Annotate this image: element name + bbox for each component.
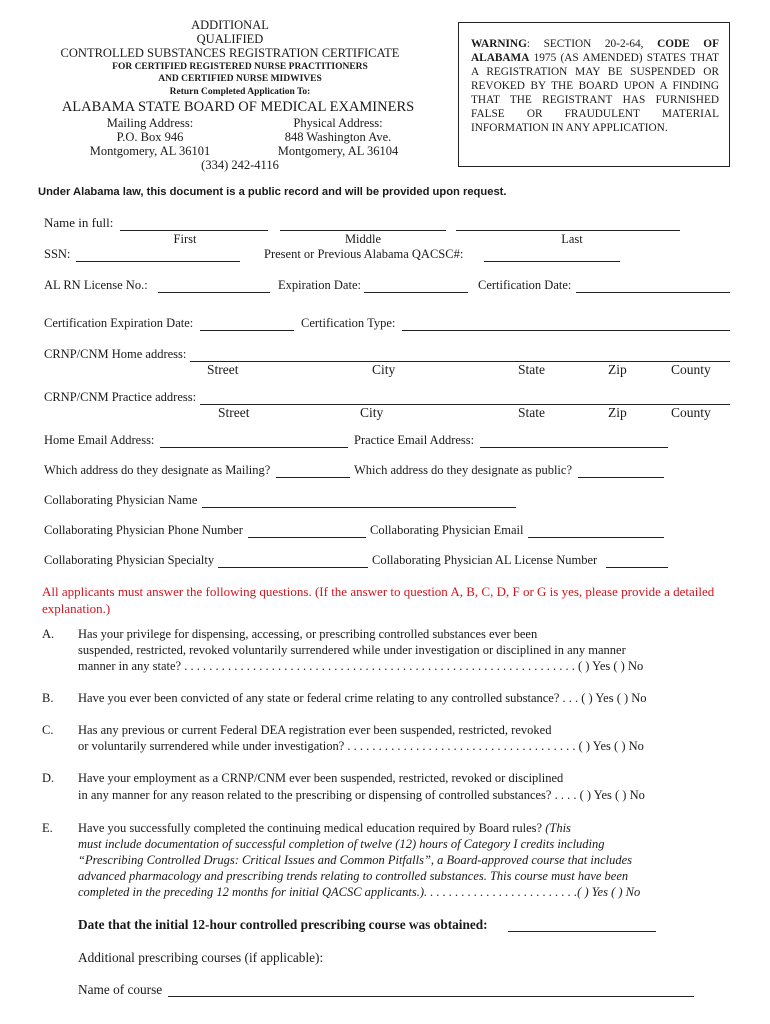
practice-street-label: Street: [218, 405, 250, 420]
physical-label: Physical Address:: [293, 116, 383, 130]
rn-license-label: AL RN License No.:: [44, 278, 148, 292]
qacsc-field[interactable]: [484, 249, 620, 262]
board-name: ALABAMA STATE BOARD OF MEDICAL EXAMINERS: [61, 99, 415, 115]
warning-code: CODE OF ALABAMA: [471, 38, 719, 64]
public-record-notice: Under Alabama law, this document is a public record and will be provided upon request.: [38, 186, 507, 198]
expiration-field[interactable]: [364, 280, 468, 293]
question-d-letter: D.: [42, 771, 55, 785]
home-zip-label: Zip: [608, 362, 627, 377]
ssn-label: SSN:: [44, 247, 71, 261]
question-b-letter: B.: [42, 691, 54, 705]
home-address-label: CRNP/CNM Home address:: [44, 347, 187, 361]
phys-specialty-field[interactable]: [218, 555, 368, 568]
mailing-label: Mailing Address:: [106, 116, 194, 130]
home-street-label: Street: [207, 362, 239, 377]
phys-license-label: Collaborating Physician AL License Number: [372, 553, 598, 567]
question-d-line2[interactable]: in any manner for any reason related to the prescribing or dispensing of controlled substances? . . . . ( ) Yes ( ) No: [78, 788, 645, 802]
board-phone: (334) 242-4116: [201, 158, 279, 172]
first-label: First: [173, 232, 197, 246]
cert-date-label: Certification Date:: [478, 278, 572, 292]
cert-type-label: Certification Type:: [301, 316, 396, 330]
question-e-letter: E.: [42, 821, 53, 835]
question-a-line2: suspended, restricted, revoked voluntarily surrendered while under investigation or disciplined in any manner: [78, 643, 626, 657]
question-e-line1: [78, 820, 571, 837]
question-b-line1[interactable]: Have you ever been convicted of any state or federal crime relating to any controlled substance? . . . ( ) Yes ( ) No: [78, 691, 647, 705]
practice-county-label: County: [671, 405, 711, 420]
phys-name-label: Collaborating Physician Name: [44, 493, 198, 507]
warning-section: : SECTION 20-2-64,: [526, 38, 658, 50]
mailing-designation-field[interactable]: [276, 465, 350, 478]
phys-email-field[interactable]: [528, 525, 664, 538]
home-email-field[interactable]: [160, 435, 348, 448]
phys-name-field[interactable]: [202, 495, 516, 508]
header-line3: CONTROLLED SUBSTANCES REGISTRATION CERTIFICATE: [60, 46, 400, 60]
practice-address-field[interactable]: [200, 392, 730, 405]
public-designation-field[interactable]: [578, 465, 664, 478]
public-designation-label: Which address do they designate as public?: [354, 463, 572, 477]
practice-address-label: CRNP/CNM Practice address:: [44, 390, 197, 404]
middle-label: Middle: [344, 232, 382, 246]
home-state-label: State: [518, 362, 545, 377]
question-a-line1: Has your privilege for dispensing, accessing, or prescribing controlled substances ever been: [78, 627, 538, 641]
mailing-line1: P.O. Box 946: [116, 130, 184, 144]
middle-name-field[interactable]: [280, 218, 446, 231]
course-date-label: Date that the initial 12-hour controlled prescribing course was obtained:: [78, 917, 488, 932]
question-c-letter: C.: [42, 723, 54, 737]
question-d-line1: Have your employment as a CRNP/CNM ever been suspended, restricted, revoked or disciplined: [78, 771, 564, 785]
practice-email-label: Practice Email Address:: [354, 433, 475, 447]
ssn-field[interactable]: [76, 249, 240, 262]
header-line4: FOR CERTIFIED REGISTERED NURSE PRACTITIONERS: [112, 62, 368, 72]
qacsc-label: Present or Previous Alabama QACSC#:: [264, 247, 464, 261]
header-line6: Return Completed Application To:: [169, 87, 311, 97]
cert-exp-field[interactable]: [200, 318, 294, 331]
home-email-label: Home Email Address:: [44, 433, 155, 447]
home-address-field[interactable]: [190, 349, 730, 362]
header-line1: ADDITIONAL: [191, 18, 269, 32]
physical-line1: 848 Washington Ave.: [284, 130, 392, 144]
course-date-field[interactable]: [508, 919, 656, 932]
expiration-label: Expiration Date:: [278, 278, 361, 292]
phys-license-field[interactable]: [606, 555, 668, 568]
rn-license-field[interactable]: [158, 280, 270, 293]
phys-phone-label: Collaborating Physician Phone Number: [44, 523, 243, 537]
cert-exp-label: Certification Expiration Date:: [44, 316, 194, 330]
practice-email-field[interactable]: [480, 435, 668, 448]
questions-instructions: All applicants must answer the following questions. (If the answer to question A, B, C, D, F or G is yes, please provide a detailed explanation.): [42, 584, 715, 616]
practice-zip-label: Zip: [608, 405, 627, 420]
warning-text: 1975 (AS AMENDED) STATES THAT A REGISTRATION MAY BE SUSPENDED OR REVOKED BY THE BOARD UPON A FINDING THAT THE REGISTRANT HAS FURNISHED FALSE OR FRAUDULENT MATERIAL INFORMATION IN ANY APPLICATION.: [471, 52, 719, 134]
last-name-field[interactable]: [456, 218, 680, 231]
mailing-line2: Montgomery, AL 36101: [89, 144, 211, 158]
practice-state-label: State: [518, 405, 545, 420]
name-label: Name in full:: [44, 215, 114, 230]
home-county-label: County: [671, 362, 711, 377]
course-name-field[interactable]: [168, 984, 694, 997]
question-c-line2[interactable]: or voluntarily surrendered while under investigation? . . . . . . . . . . . . . . . . . . . . . . . . . . . . . . . . . . . . . ( ) Yes ( ) No: [78, 739, 644, 753]
additional-courses-label: Additional prescribing courses (if applicable):: [78, 950, 324, 965]
phys-email-label: Collaborating Physician Email: [370, 523, 524, 537]
question-c-line1: Has any previous or current Federal DEA registration ever been suspended, restricted, revoked: [78, 723, 552, 737]
question-e-line1-text: Have you successfully completed the continuing medical education required by Board rules?: [78, 821, 546, 835]
question-e-line2: must include documentation of successful completion of twelve (12) hours of Category I credits including: [78, 837, 605, 851]
phys-phone-field[interactable]: [248, 525, 366, 538]
question-a-letter: A.: [42, 627, 55, 641]
header-line5: AND CERTIFIED NURSE MIDWIVES: [158, 74, 322, 84]
home-city-label: City: [372, 362, 396, 377]
cert-type-field[interactable]: [402, 318, 730, 331]
practice-city-label: City: [360, 405, 384, 420]
course-name-label: Name of course: [78, 982, 163, 997]
mailing-designation-label: Which address do they designate as Mailing?: [44, 463, 271, 477]
physical-line2: Montgomery, AL 36104: [277, 144, 399, 158]
question-e-line1-note: (This: [545, 821, 571, 835]
warning-box: [458, 22, 730, 167]
header-line2: QUALIFIED: [196, 32, 264, 46]
phys-specialty-label: Collaborating Physician Specialty: [44, 553, 215, 567]
question-e-line5[interactable]: completed in the preceding 12 months for initial QACSC applicants.). . . . . . . . . . . . . . . . . . . . . . . . .( ) Yes ( ) No: [78, 885, 641, 899]
question-a-line3[interactable]: manner in any state? . . . . . . . . . . . . . . . . . . . . . . . . . . . . . . . . . . . . . . . . . . . . . . . . . . . . . . . . . . . . . . . ( ) Yes ( ) No: [78, 659, 644, 673]
last-label: Last: [561, 232, 583, 246]
question-e-line3: “Prescribing Controlled Drugs: Critical Issues and Common Pitfalls”, a Board-approved course that includes: [78, 853, 633, 867]
cert-date-field[interactable]: [576, 280, 730, 293]
first-name-field[interactable]: [120, 218, 268, 231]
question-e-line4: advanced pharmacology and prescribing trends relating to controlled substances. This course must have been: [78, 869, 629, 883]
warning-lead: WARNING: [471, 38, 527, 50]
